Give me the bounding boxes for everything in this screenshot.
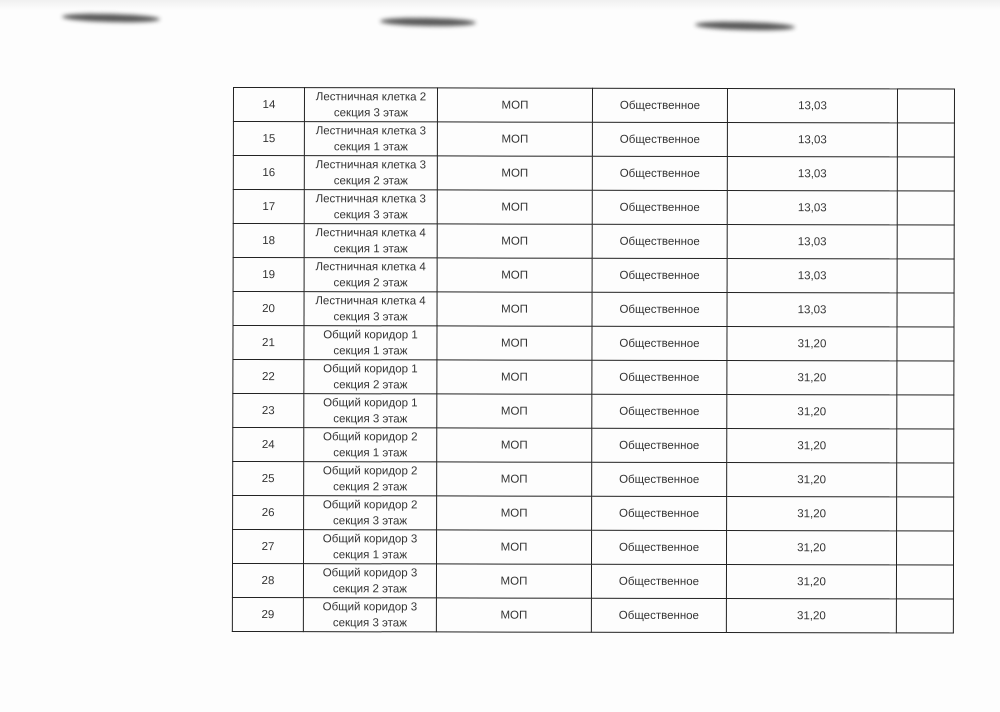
room-name-line-2: секция 2 этаж [333,378,408,391]
room-name-cell [303,564,436,598]
table-row [233,156,954,192]
table-row [233,326,954,362]
row-number-cell: 17 [233,190,304,224]
room-type-cell: МОП [437,428,592,462]
room-type-cell: МОП [437,122,592,156]
room-type-cell: МОП [437,258,592,292]
room-area-cell: 31,20 [727,429,897,463]
empty-cell [897,327,954,361]
room-area-cell: 31,20 [727,497,897,531]
room-name-cell [304,394,437,428]
room-purpose-cell: Общественное [592,326,727,360]
empty-cell [897,429,954,463]
table-row [233,462,954,498]
table-row [233,428,954,464]
room-name-line-1: Общий коридор 3 [322,532,418,545]
room-type-cell: МОП [437,190,592,224]
table-row [232,597,953,633]
room-area-cell: 31,20 [727,463,897,497]
empty-cell [897,191,954,225]
room-name-cell [304,122,437,156]
room-name-line-1: Общий коридор 1 [323,396,418,409]
empty-cell [897,259,954,293]
room-name-cell [304,360,437,394]
room-area-cell: 31,20 [727,361,897,395]
room-area-cell: 31,20 [726,565,896,599]
room-type-cell: МОП [437,292,592,326]
room-area-cell: 13,03 [727,157,897,191]
table-row [233,258,954,294]
room-name-cell [304,462,437,496]
room-type-cell: МОП [437,394,592,428]
room-name-line-1: Лестничная клетка 4 [315,260,426,273]
room-purpose-cell: Общественное [592,156,727,190]
room-name-line-1: Лестничная клетка 4 [315,226,426,239]
row-number-cell: 29 [232,597,303,631]
room-name-cell [304,292,437,326]
room-name-cell [303,598,436,632]
row-number-cell: 25 [233,462,304,496]
empty-cell [897,89,954,123]
room-name-line-2: секция 1 этаж [332,548,408,561]
room-name-cell [304,530,437,564]
room-type-cell: МОП [437,462,592,496]
redaction-mark-center [380,17,476,27]
room-name-cell [304,428,437,462]
table-row [232,564,953,600]
empty-cell [897,225,954,259]
room-area-cell: 13,03 [727,191,897,225]
room-name-cell [304,190,437,224]
room-type-cell: МОП [437,360,592,394]
premises-table-body [232,88,954,634]
redaction-mark-left [62,13,160,24]
table-row [233,190,954,226]
room-name-line-2: секция 1 этаж [333,344,408,357]
room-area-cell: 31,20 [727,395,897,429]
room-area-cell: 31,20 [727,531,897,565]
room-name-line-2: секция 2 этаж [333,276,408,289]
room-name-cell [304,326,437,360]
room-purpose-cell: Общественное [592,530,727,564]
empty-cell [897,497,954,531]
room-area-cell: 13,03 [727,123,897,157]
row-number-cell: 23 [233,394,304,428]
room-purpose-cell: Общественное [592,122,727,156]
table-row [233,530,954,566]
room-area-cell: 31,20 [726,599,896,633]
empty-cell [897,293,954,327]
row-number-cell: 16 [233,156,304,190]
row-number-cell: 28 [232,564,303,598]
room-purpose-cell: Общественное [592,88,727,122]
table-row [233,496,954,532]
empty-cell [897,531,954,565]
row-number-cell: 15 [233,122,304,156]
room-purpose-cell: Общественное [591,598,726,632]
room-name-line-1: Лестничная клетка 3 [315,192,426,205]
empty-cell [896,599,953,633]
room-purpose-cell: Общественное [592,394,727,428]
room-type-cell: МОП [436,564,591,598]
room-name-line-2: секция 3 этаж [333,310,408,323]
row-number-cell: 27 [233,530,304,564]
room-name-line-1: Общий коридор 3 [322,600,418,613]
room-type-cell: МОП [437,326,592,360]
room-area-cell: 13,03 [727,259,897,293]
table-row [233,292,954,328]
row-number-cell: 24 [233,428,304,462]
empty-cell [896,565,953,599]
row-number-cell: 22 [233,360,304,394]
room-type-cell: МОП [437,530,592,564]
room-name-line-2: секция 3 этаж [333,412,408,425]
room-name-line-1: Лестничная клетка 4 [315,294,426,307]
room-type-cell: МОП [437,496,592,530]
redaction-mark-right [695,21,795,32]
room-area-cell: 31,20 [727,327,897,361]
premises-table-wrapper [232,87,955,634]
empty-cell [897,157,954,191]
room-purpose-cell: Общественное [592,428,727,462]
row-number-cell: 19 [233,258,304,292]
room-name-line-1: Общий коридор 1 [323,362,418,375]
room-name-line-2: секция 3 этаж [333,106,408,119]
room-purpose-cell: Общественное [591,564,726,598]
room-name-line-1: Лестничная клетка 3 [315,124,427,137]
room-name-cell [304,258,437,292]
room-name-line-2: секция 1 этаж [333,140,408,153]
room-purpose-cell: Общественное [592,292,727,326]
room-purpose-cell: Общественное [592,462,727,496]
room-name-line-1: Общий коридор 2 [322,464,418,477]
room-name-line-1: Общий коридор 1 [323,328,418,341]
room-area-cell: 13,03 [727,89,897,123]
room-purpose-cell: Общественное [592,360,727,394]
table-row [233,224,954,260]
room-type-cell: МОП [437,88,592,122]
premises-table [232,87,955,634]
room-purpose-cell: Общественное [592,496,727,530]
room-name-line-1: Лестничная клетка 3 [315,158,427,171]
room-purpose-cell: Общественное [592,190,727,224]
room-name-cell [304,496,437,530]
row-number-cell: 14 [233,88,304,122]
room-name-line-1: Общий коридор 3 [322,566,418,579]
room-name-line-2: секция 2 этаж [333,174,408,187]
row-number-cell: 26 [233,496,304,530]
table-row [233,394,954,430]
table-row [233,360,954,396]
empty-cell [897,123,954,157]
room-type-cell: МОП [437,224,592,258]
table-row [233,122,954,158]
room-name-line-2: секция 2 этаж [333,480,408,493]
room-name-cell [304,224,437,258]
room-name-line-2: секция 1 этаж [333,446,408,459]
room-name-line-1: Лестничная клетка 2 [315,90,427,103]
row-number-cell: 20 [233,292,304,326]
room-area-cell: 13,03 [727,225,897,259]
scan-top-edge [0,0,1000,10]
room-name-line-2: секция 1 этаж [333,242,408,255]
empty-cell [897,395,954,429]
room-name-line-1: Общий коридор 2 [322,430,418,443]
room-name-line-2: секция 2 этаж [332,582,407,595]
room-name-line-1: Общий коридор 2 [322,498,418,511]
row-number-cell: 21 [233,326,304,360]
room-name-line-2: секция 3 этаж [333,514,408,527]
table-row [233,88,954,124]
room-name-line-2: секция 3 этаж [333,208,408,221]
room-name-cell [304,156,437,190]
room-type-cell: МОП [437,156,592,190]
room-purpose-cell: Общественное [592,224,727,258]
row-number-cell: 18 [233,224,304,258]
room-name-line-2: секция 3 этаж [332,616,407,629]
room-purpose-cell: Общественное [592,258,727,292]
empty-cell [897,361,954,395]
room-name-cell [304,88,437,122]
room-area-cell: 13,03 [727,293,897,327]
empty-cell [897,463,954,497]
room-type-cell: МОП [436,598,591,632]
